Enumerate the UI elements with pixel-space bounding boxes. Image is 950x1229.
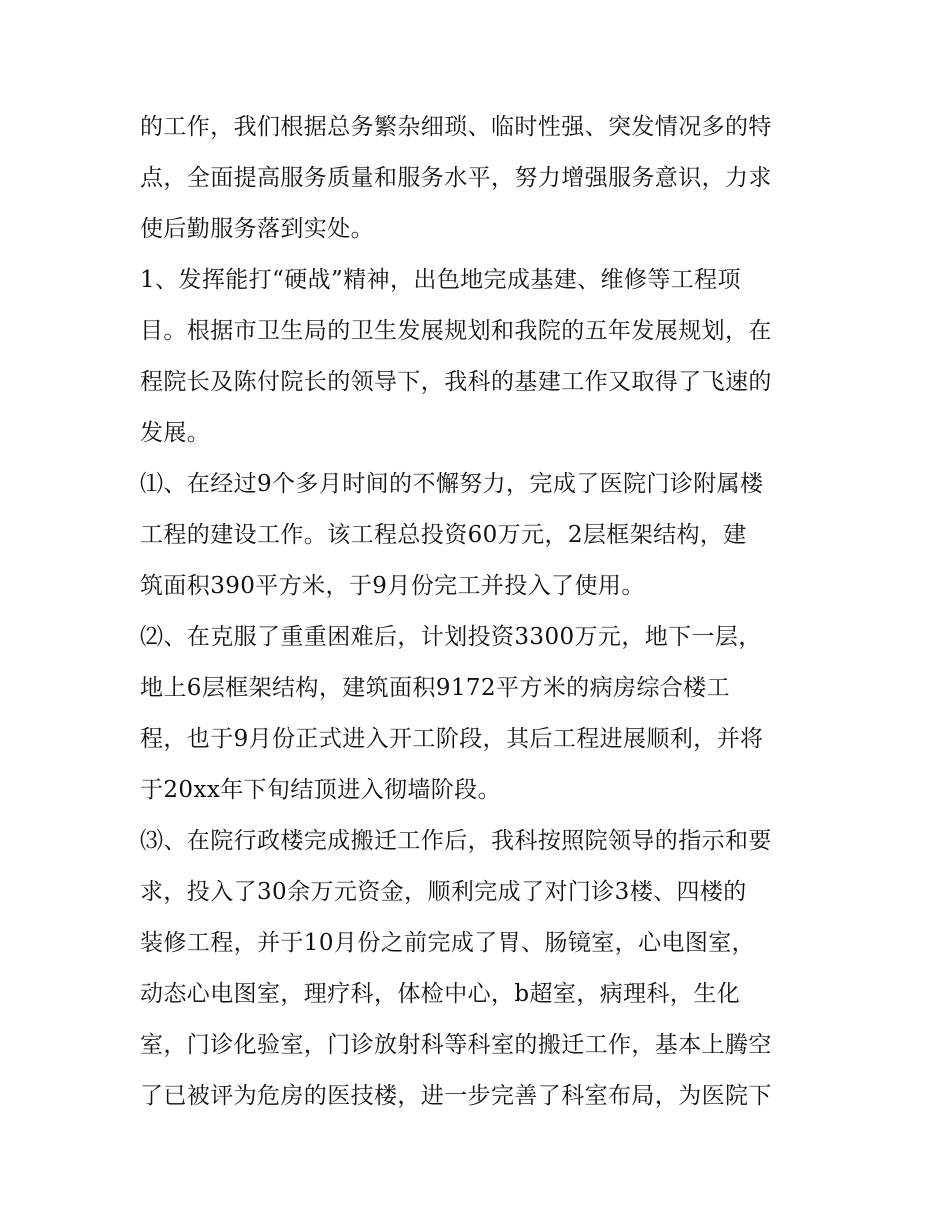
text-line: 1、发挥能打“硬战”精神，出色地完成基建、维修等工程项 (140, 267, 741, 293)
text-line: 使后勤服务落到实处。 (140, 216, 374, 242)
text-line: 工程的建设工作。该工程总投资60万元，2层框架结构，建 (140, 522, 747, 548)
text-line: 装修工程，并于10月份之前完成了胃、肠镜室，心电图室， (140, 930, 756, 956)
text-line: ⑴、在经过9个多月时间的不懈努力，完成了医院门诊附属楼 (140, 471, 764, 497)
text-line: 目。根据市卫生局的卫生发展规划和我院的五年发展规划，在 (140, 318, 772, 344)
text-line: 地上6层框架结构，建筑面积9172平方米的病房综合楼工 (140, 675, 730, 701)
text-line: ⑵、在克服了重重困难后，计划投资3300万元，地下一层， (140, 624, 762, 650)
text-line: 的工作，我们根据总务繁杂细琐、临时性强、突发情况多的特 (140, 114, 772, 140)
text-line: 程院长及陈付院长的领导下，我科的基建工作又取得了飞速的 (140, 369, 772, 395)
text-line: 筑面积390平方米，于9月份完工并投入了使用。 (140, 573, 645, 599)
body-text (140, 102, 820, 1122)
text-line: 室，门诊化验室，门诊放射科等科室的搬迁工作，基本上腾空 (140, 1032, 772, 1058)
text-line: 点，全面提高服务质量和服务水平，努力增强服务意识，力求 (140, 165, 772, 191)
text-line: 动态心电图室，理疗科，体检中心，b超室，病理科，生化 (140, 981, 741, 1007)
text-line: 求，投入了30余万元资金，顺利完成了对门诊3楼、四楼的 (140, 879, 747, 905)
text-line: 发展。 (140, 420, 211, 446)
text-line: 了已被评为危房的医技楼，进一步完善了科室布局，为医院下 (140, 1083, 772, 1109)
text-line: ⑶、在院行政楼完成搬迁工作后，我科按照院领导的指示和要 (140, 828, 772, 854)
text-line: 于20xx年下旬结顶进入彻墙阶段。 (140, 777, 502, 803)
text-line: 程，也于9月份正式进入开工阶段，其后工程进展顺利，并将 (140, 726, 764, 752)
